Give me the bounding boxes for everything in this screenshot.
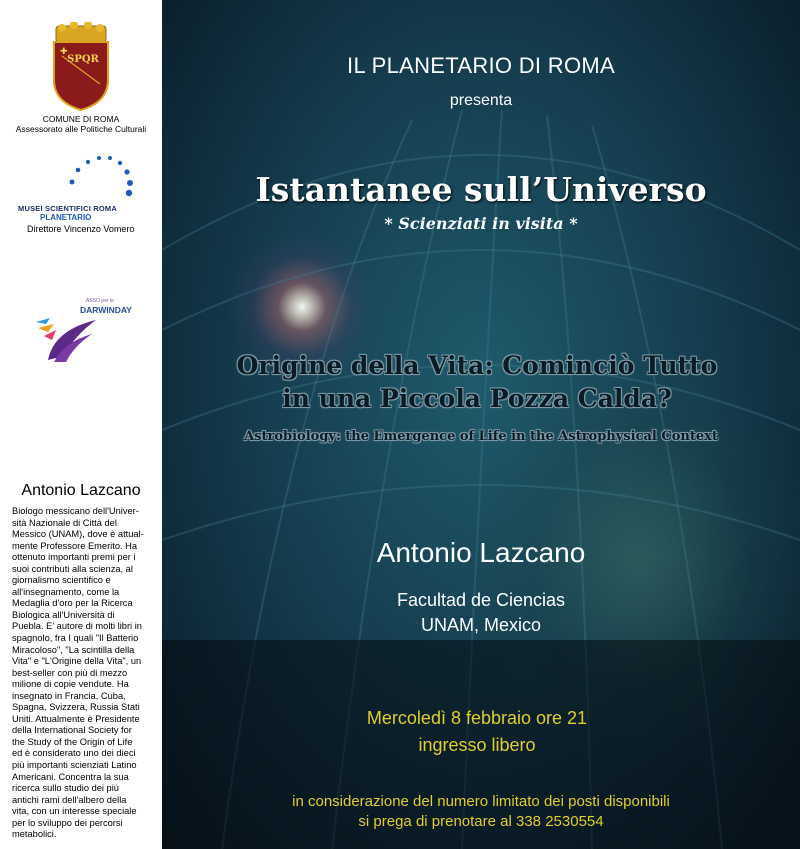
bio-line: per lo sviluppo dei percorsi bbox=[12, 817, 123, 828]
bio-line: suoi contributi alla scienza, al bbox=[12, 563, 133, 574]
bio-title: Antonio Lazcano bbox=[21, 482, 141, 499]
bio-line: della International Society for bbox=[12, 725, 132, 736]
talk-title-line1: Origine della Vita: Cominciò Tutto bbox=[236, 351, 718, 380]
bio-line: mente Professore Emerito. Ha bbox=[12, 540, 138, 551]
musei-scientifici-label: MUSEI SCIENTIFICI ROMA bbox=[18, 204, 117, 213]
bio-line: antichi rami dell'albero della bbox=[12, 794, 127, 805]
affiliation-line1: Facultad de Ciencias bbox=[396, 590, 566, 610]
entry-info: ingresso libero bbox=[418, 735, 536, 755]
bio-line: insegnato in Francia, Cuba, bbox=[12, 690, 126, 701]
bio-line: ed è considerato uno dei dieci bbox=[12, 748, 136, 759]
bio-line: all'insegnamento, come la bbox=[12, 586, 120, 597]
darwin-day-label: DARWINDAY bbox=[80, 305, 132, 315]
assessorato-label: Assessorato alle Politiche Culturali bbox=[15, 124, 147, 134]
bio-line: Vita" e "L'Origine della Vita", un bbox=[12, 656, 142, 667]
bio-text bbox=[12, 506, 158, 841]
series-subtitle: * Scienziati in visita * bbox=[384, 214, 578, 233]
bio-line: Spagna, Svizzera, Russia Stati bbox=[12, 702, 140, 713]
bio-line: ottenuto importanti premi per i bbox=[12, 552, 136, 563]
bio-line: Miracoloso", "La scintilla della bbox=[12, 644, 135, 655]
poster-panel bbox=[162, 0, 800, 849]
organizer-title: IL PLANETARIO DI ROMA bbox=[347, 53, 615, 78]
bio-line: Uniti. Attualmente è Presidente bbox=[12, 713, 140, 724]
bio-line: spagnolo, fra I quali "Il Batterio bbox=[12, 633, 139, 644]
event-date-time: Mercoledì 8 febbraio ore 21 bbox=[366, 708, 588, 728]
planetario-dots-icon bbox=[64, 150, 144, 200]
svg-text:✚: ✚ bbox=[60, 47, 68, 57]
notice-line1: in considerazione del numero limitato dei posti disponibili bbox=[292, 793, 670, 810]
crest-text: SPQR bbox=[67, 54, 99, 65]
bio-line: Puebla. E' autore di molti libri in bbox=[12, 621, 142, 632]
bio-line: Biologica all'Università di bbox=[12, 609, 115, 620]
speaker-name: Antonio Lazcano bbox=[376, 537, 586, 568]
bio-line: vita, con un interesse speciale bbox=[12, 806, 137, 817]
bio-line: best-seller con più di mezzo bbox=[12, 667, 128, 678]
affiliation-line2: UNAM, Mexico bbox=[420, 615, 541, 635]
bio-line: giornalismo scientifico e bbox=[12, 575, 111, 586]
darwin-day-logo-icon bbox=[34, 312, 100, 368]
bio-line: Medaglia d'oro per la Ricerca bbox=[12, 598, 133, 609]
series-title: Istantanee sull’Universo bbox=[255, 170, 707, 209]
bio-line: più importanti scienziati Latino bbox=[12, 760, 137, 771]
presents-text: presenta bbox=[449, 92, 513, 109]
bio-line: sità Nazionale di Città del bbox=[12, 517, 117, 528]
sidebar bbox=[0, 0, 162, 849]
planetario-label: PLANETARIO bbox=[40, 213, 92, 222]
darwin-small-label: ASSO per le bbox=[86, 298, 114, 304]
bio-line: Americani. Concentra la sua bbox=[12, 771, 129, 782]
comune-label: COMUNE DI ROMA bbox=[42, 114, 120, 124]
director-label: Direttore Vincenzo Vomero bbox=[27, 224, 135, 234]
bio-line: ricerca sullo studio dei più bbox=[12, 783, 119, 794]
notice-line2: si prega di prenotare al 338 2530554 bbox=[358, 813, 604, 830]
bio-line: Biologo messicano dell'Univer- bbox=[12, 506, 139, 516]
bio-line: Messico (UNAM), dove è attual- bbox=[12, 529, 144, 540]
talk-subtitle-english: Astrobiology: the Emergence of Life in the Astrophysical Context bbox=[244, 429, 718, 444]
bio-line: milione di copie vendute. Ha bbox=[12, 679, 129, 690]
comune-di-roma-crest-icon bbox=[48, 22, 114, 112]
bio-line: metabolici. bbox=[12, 829, 57, 840]
bio-line: the Study of the Origin of Life bbox=[12, 736, 133, 747]
talk-title-line2: in una Piccola Pozza Calda? bbox=[282, 384, 672, 413]
